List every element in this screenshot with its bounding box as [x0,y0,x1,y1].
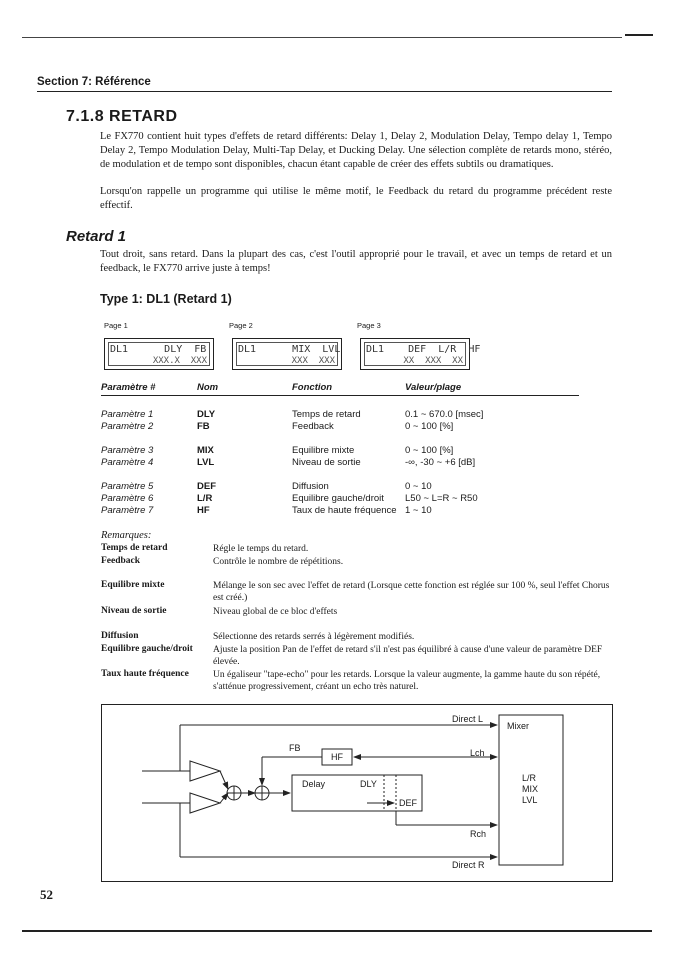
param-value: 0 ~ 10 [405,481,432,492]
section-rule [37,91,612,92]
type1-heading: Type 1: DL1 (Retard 1) [100,292,232,306]
page-1-label: Page 1 [104,321,128,330]
remark-desc: Un égaliseur "tape-echo" pour les retards. Lorsque la valeur augmente, la gamme haute du son répété, s'atténue progressivement, créant un echo très naturel. [213,670,601,692]
lch-label: Lch [470,748,485,758]
intro-paragraph-2: Lorsqu'on rappelle un programme qui utilise le même motif, le Feedback du retard du programme précédent reste effectif. [100,186,612,211]
lcd-page-3 [360,338,481,370]
intro-paragraph-1: Le FX770 contient huit types d'effets de retard différents: Delay 1, Delay 2, Modulation Delay, Tempo delay 1, Tempo Delay 2, Tempo Modulation Delay, Multi-Tap Delay, et Ducking Delay. Une sélection complète de retards mono, stéréo, de modulation et de tempo sont disponibles, chacun étant capable de créer des effets subtils ou dramatiques. [100,131,612,170]
remark-desc: Mélange le son sec avec l'effet de retard (Lorsque cette fonction est réglée sur 100 %, seul l'effet Chorus est créé.) [213,581,610,603]
param-name: DLY [197,409,216,420]
param-name: FB [197,421,210,432]
col-header-param: Paramètre # [101,382,156,393]
remark-term: Diffusion [101,631,139,641]
remark-term: Niveau de sortie [101,606,167,616]
param-value: 0 ~ 100 [%] [405,421,454,432]
param-value: L50 ~ L=R ~ R50 [405,493,478,504]
mixer-param-lr: L/R [522,773,537,783]
dly-label: DLY [360,779,377,789]
lcd-page-2-line2: XXX XXX [291,356,335,366]
col-header-name: Nom [197,382,219,393]
lcd-page-1 [104,338,214,370]
retard1-heading: Retard 1 [66,228,127,245]
remark-desc: Niveau global de ce bloc d'effets [213,607,338,617]
mixer-param-lvl: LVL [522,795,538,805]
retard1-text: Tout droit, sans retard. Dans la plupart des cas, c'est l'outil approprié pour le travail, et avec un temps de retard et un feedback, le FX770 arrive juste à temps! [100,249,612,274]
remark-desc: Sélectionne des retards serrés à légèrement modifiés. [213,632,415,642]
signal-flow-diagram [101,704,613,882]
remark-term: Taux haute fréquence [101,669,189,679]
page-number: 52 [40,887,53,902]
param-function: Temps de retard [292,409,361,420]
top-rule [22,37,622,38]
lcd-page-1-line1: DL1 DLY FB [110,344,207,355]
remarks-heading: Remarques: [101,530,152,541]
remark-desc: Ajuste la position Pan de l'effet de retard s'il n'est pas équilibré à cause d'une valeur de paramètre DEF élevée. [213,645,603,667]
page-3-label: Page 3 [357,321,381,330]
direct-r-label: Direct R [452,860,485,870]
lcd-page-1-line2: XXX.X XXX [152,356,207,366]
param-label: Paramètre 1 [101,409,154,420]
bottom-rule [22,930,652,932]
lcd-page-3-line2: XX XXX XX [403,356,463,366]
top-rule-right [625,34,653,36]
param-name: LVL [197,457,215,468]
fb-label: FB [289,743,301,753]
remark-term: Feedback [101,556,141,566]
hf-label: HF [331,752,343,762]
param-label: Paramètre 6 [101,493,154,504]
param-name: MIX [197,445,214,456]
page-2-label: Page 2 [229,321,253,330]
param-value: 0.1 ~ 670.0 [msec] [405,409,484,420]
param-value: 1 ~ 10 [405,505,432,516]
param-name: L/R [197,493,213,504]
param-name: HF [197,505,210,516]
col-header-value: Valeur/plage [405,382,462,393]
mixer-label: Mixer [507,721,529,731]
param-value: 0 ~ 100 [%] [405,445,454,456]
param-value: -∞, -30 ~ +6 [dB] [405,457,476,468]
param-label: Paramètre 5 [101,481,154,492]
mixer-param-mix: MIX [522,784,539,794]
direct-l-label: Direct L [452,714,484,724]
param-label: Paramètre 2 [101,421,154,432]
param-function: Diffusion [292,481,329,492]
lcd-page-3-line1: DL1 DEF L/R HF [366,344,481,355]
param-function: Equilibre mixte [292,445,355,456]
remark-desc: Contrôle le nombre de répétitions. [213,557,344,567]
param-label: Paramètre 4 [101,457,154,468]
param-function: Taux de haute fréquence [292,505,397,516]
def-label: DEF [399,798,417,808]
param-function: Equilibre gauche/droit [292,493,384,504]
param-function: Feedback [292,421,334,432]
remark-desc: Régle le temps du retard. [213,544,309,554]
param-label: Paramètre 7 [101,505,154,516]
table-header-rule [101,395,579,396]
col-header-function: Fonction [292,382,333,393]
remark-term: Equilibre mixte [101,580,165,590]
section-header: Section 7: Référence [37,76,151,88]
lcd-page-2-line1: DL1 MIX LVL [238,344,341,355]
param-function: Niveau de sortie [292,457,361,468]
page-title: 7.1.8 RETARD [66,108,178,125]
param-label: Paramètre 3 [101,445,154,456]
remark-term: Temps de retard [101,543,168,553]
param-name: DEF [197,481,216,492]
remark-term: Equilibre gauche/droit [101,644,193,654]
lcd-page-2 [232,338,342,370]
delay-label: Delay [302,779,326,789]
rch-label: Rch [470,829,487,839]
